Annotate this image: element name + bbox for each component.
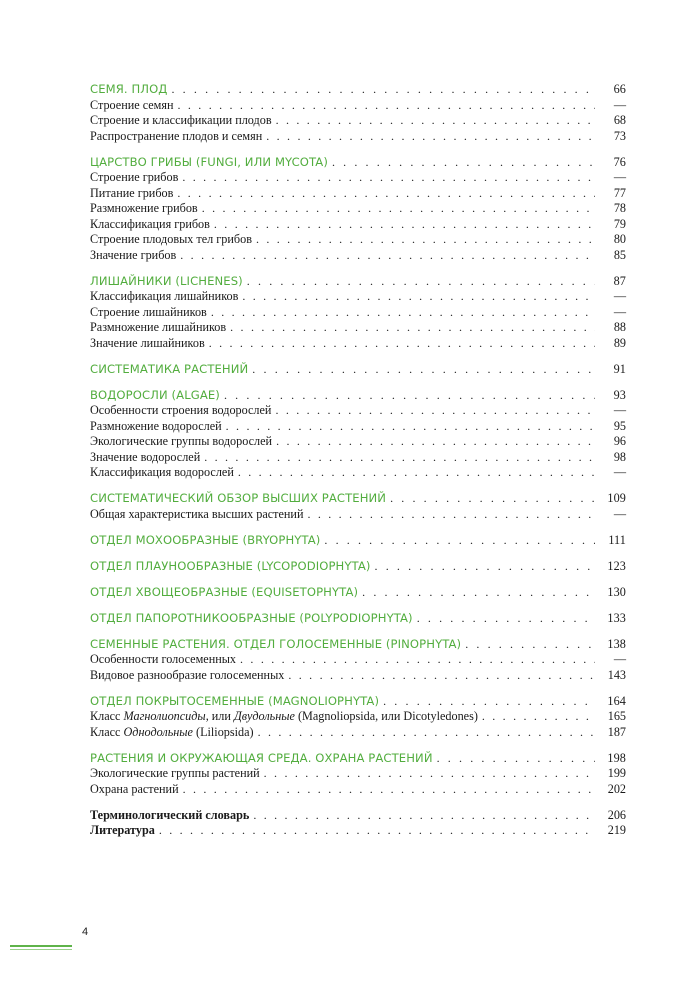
- toc-page-number: 79: [613, 216, 626, 231]
- toc-page-number: 138: [607, 636, 626, 651]
- toc-section-entry[interactable]: [90, 274, 626, 290]
- dot-leader: [209, 336, 595, 352]
- toc-entry[interactable]: [90, 465, 626, 481]
- dot-leader: [177, 186, 595, 202]
- dot-leader: [253, 808, 595, 824]
- toc-entry[interactable]: [90, 419, 626, 435]
- toc-page-number: —: [613, 170, 626, 184]
- dot-leader: [252, 362, 595, 378]
- toc-page-number: 77: [613, 185, 626, 200]
- toc-entry[interactable]: [90, 186, 626, 202]
- toc-entry[interactable]: [90, 450, 626, 466]
- toc-section-entry[interactable]: [90, 637, 626, 653]
- toc-entry[interactable]: [90, 652, 626, 668]
- toc-page-number: 88: [613, 320, 626, 334]
- toc-entry-title: Строение лишайников: [90, 304, 207, 319]
- toc-entry-title: Особенности строения водорослей: [90, 403, 272, 417]
- dot-leader: [390, 491, 595, 507]
- toc-entry[interactable]: [90, 782, 626, 798]
- toc-section-entry[interactable]: [90, 559, 626, 575]
- toc-page-number: 78: [613, 201, 626, 215]
- dot-leader: [266, 129, 595, 145]
- toc-page-number: 87: [613, 273, 626, 288]
- dot-leader: [204, 450, 595, 466]
- toc-entry[interactable]: [90, 507, 626, 523]
- toc-page-number: 198: [607, 750, 626, 765]
- toc-entry-title: Строение плодовых тел грибов: [90, 232, 252, 246]
- dot-leader: [183, 782, 595, 798]
- toc-entry[interactable]: [90, 305, 626, 321]
- toc-entry-title: Классификация грибов: [90, 216, 210, 231]
- toc-entry-title: Классификация лишайников: [90, 289, 239, 303]
- toc-page-number: 80: [613, 232, 626, 246]
- dot-leader: [437, 751, 595, 767]
- toc-section-entry[interactable]: [90, 694, 626, 710]
- toc-entry-title: ЛИШАЙНИКИ (LICHENES): [90, 273, 243, 288]
- toc-page-number: 68: [613, 113, 626, 127]
- toc-entry[interactable]: [90, 725, 626, 741]
- toc-entry[interactable]: [90, 766, 626, 782]
- toc-entry[interactable]: [90, 709, 626, 725]
- toc-page-number: 95: [613, 418, 626, 433]
- toc-entry-title: ОТДЕЛ ХВОЩЕОБРАЗНЫЕ (EQUISETOPHYTA): [90, 584, 359, 599]
- toc-entry-title: Особенности голосеменных: [90, 652, 237, 666]
- dot-leader: [214, 217, 595, 233]
- toc-entry-title: Значение водорослей: [90, 449, 201, 464]
- dot-leader: [375, 559, 596, 575]
- toc-entry-title: СИСТЕМАТИКА РАСТЕНИЙ: [90, 361, 249, 376]
- toc-entry-title: СЕМЕННЫЕ РАСТЕНИЯ. ОТДЕЛ ГОЛОСЕМЕННЫЕ (PINOPHYTA): [90, 636, 462, 651]
- dot-leader: [211, 305, 595, 321]
- toc-entry[interactable]: [90, 113, 626, 129]
- dot-leader: [307, 507, 595, 523]
- dot-leader: [482, 709, 595, 725]
- toc-entry-title: ОТДЕЛ ПЛАУНООБРАЗНЫЕ (LYCOPODIOPHYTA): [90, 558, 371, 573]
- toc-entry[interactable]: [90, 170, 626, 186]
- toc-page-number: 73: [613, 128, 626, 143]
- toc-page-number: 133: [607, 610, 626, 625]
- toc-entry-title: Класс Однодольные (Liliopsida): [90, 724, 254, 739]
- toc-section-entry[interactable]: [90, 533, 626, 549]
- toc-entry-title: СЕМЯ. ПЛОД: [90, 82, 168, 96]
- toc-entry-title: СИСТЕМАТИЧЕСКИЙ ОБЗОР ВЫСШИХ РАСТЕНИЙ: [90, 491, 387, 505]
- toc-section-entry[interactable]: [90, 611, 626, 627]
- toc-entry[interactable]: [90, 289, 626, 305]
- dot-leader: [288, 668, 595, 684]
- dot-leader: [417, 611, 595, 627]
- dot-leader: [276, 113, 595, 129]
- toc-page-number: 164: [607, 693, 626, 708]
- toc-entry[interactable]: [90, 232, 626, 248]
- toc-entry[interactable]: [90, 129, 626, 145]
- toc-page-number: 206: [607, 807, 626, 822]
- toc-page-number: 76: [613, 154, 626, 169]
- toc-entry-title: Размножение водорослей: [90, 418, 222, 433]
- toc-page-number: 109: [607, 491, 626, 505]
- toc-entry[interactable]: [90, 336, 626, 352]
- toc-page-number: 98: [613, 449, 626, 464]
- toc-entry-title: Строение и классификации плодов: [90, 113, 272, 127]
- toc-entry-title: Охрана растений: [90, 781, 179, 796]
- toc-page-number: —: [613, 304, 626, 319]
- toc-page-number: 130: [607, 584, 626, 599]
- toc-section-entry[interactable]: [90, 585, 626, 601]
- toc-entry[interactable]: [90, 201, 626, 217]
- toc-entry-title: Размножение грибов: [90, 201, 198, 215]
- dot-leader: [247, 274, 595, 290]
- toc-entry-title: РАСТЕНИЯ И ОКРУЖАЮЩАЯ СРЕДА. ОХРАНА РАСТЕНИЙ: [90, 750, 433, 765]
- toc-page-number: —: [613, 506, 626, 521]
- dot-leader: [202, 201, 595, 217]
- toc-page-number: 123: [607, 558, 626, 573]
- toc-entry-title: Значение лишайников: [90, 335, 205, 350]
- dot-leader: [182, 170, 595, 186]
- toc-entry[interactable]: [90, 808, 626, 824]
- toc-section-entry[interactable]: [90, 491, 626, 507]
- toc-entry[interactable]: [90, 248, 626, 264]
- toc-page-number: 96: [613, 434, 626, 448]
- page-number: 4: [82, 926, 89, 938]
- toc-page-number: 89: [613, 335, 626, 350]
- toc-entry-title: Значение грибов: [90, 247, 177, 262]
- toc-page-number: 219: [607, 823, 626, 837]
- toc-page-number: 187: [607, 724, 626, 739]
- dot-leader: [383, 694, 595, 710]
- toc-entry[interactable]: [90, 98, 626, 114]
- dot-leader: [226, 419, 595, 435]
- toc-entry-title: ОТДЕЛ ПАПОРОТНИКООБРАЗНЫЕ (POLYPODIOPHYTA): [90, 610, 413, 625]
- toc-entry[interactable]: [90, 823, 626, 839]
- dot-leader: [332, 155, 595, 171]
- toc-entry-title: ОТДЕЛ ПОКРЫТОСЕМЕННЫЕ (MAGNOLIOPHYTA): [90, 693, 380, 708]
- toc-entry-title: ВОДОРОСЛИ (ALGAE): [90, 387, 220, 402]
- toc-page-number: 202: [607, 781, 626, 796]
- toc-entry-title: Класс Магнолиопсиды, или Двудольные (Magnoliopsida, или Dicotyledones): [90, 709, 478, 723]
- toc-page-number: 165: [607, 709, 626, 723]
- toc-page-number: 93: [613, 387, 626, 402]
- toc-entry[interactable]: [90, 217, 626, 233]
- footer-rule-thin: [10, 949, 72, 950]
- dot-leader: [276, 434, 595, 450]
- toc-entry[interactable]: [90, 403, 626, 419]
- toc-entry-title: Экологические группы растений: [90, 766, 260, 780]
- toc-entry-title: ОТДЕЛ МОХООБРАЗНЫЕ (BRYOPHYTA): [90, 532, 321, 547]
- toc-entry[interactable]: [90, 434, 626, 450]
- dot-leader: [275, 403, 595, 419]
- toc-page-number: —: [613, 97, 626, 112]
- toc-section-entry[interactable]: [90, 82, 626, 98]
- toc-page-number: 66: [613, 82, 626, 96]
- toc-entry-title: Видовое разнообразие голосеменных: [90, 667, 285, 682]
- toc-page-number: —: [613, 652, 626, 666]
- toc-page-number: 199: [607, 766, 626, 780]
- toc-section-entry[interactable]: [90, 751, 626, 767]
- dot-leader: [230, 320, 595, 336]
- dot-leader: [465, 637, 595, 653]
- toc-entry-title: ЦАРСТВО ГРИБЫ (FUNGI, ИЛИ MYCOTA): [90, 154, 328, 169]
- dot-leader: [258, 725, 595, 741]
- toc-page-number: —: [613, 403, 626, 417]
- toc-section-entry[interactable]: [90, 155, 626, 171]
- dot-leader: [171, 82, 595, 98]
- dot-leader: [240, 652, 595, 668]
- dot-leader: [264, 766, 595, 782]
- toc-page-number: —: [613, 289, 626, 303]
- toc-page-number: 85: [613, 247, 626, 262]
- toc-entry[interactable]: [90, 320, 626, 336]
- toc-entry-title: Строение грибов: [90, 170, 179, 184]
- dot-leader: [324, 533, 595, 549]
- toc-entry-title: Экологические группы водорослей: [90, 434, 273, 448]
- toc-page-number: —: [613, 465, 626, 479]
- toc-entry-title: Размножение лишайников: [90, 320, 227, 334]
- dot-leader: [242, 289, 595, 305]
- toc-entry-title: Строение семян: [90, 97, 174, 112]
- toc-section-entry[interactable]: [90, 388, 626, 404]
- dot-leader: [178, 98, 596, 114]
- toc-entry[interactable]: [90, 668, 626, 684]
- dot-leader: [159, 823, 595, 839]
- toc-page-number: 91: [613, 361, 626, 376]
- toc-entry-title: Питание грибов: [90, 185, 174, 200]
- footer-rule: [10, 945, 72, 947]
- table-of-contents: [90, 82, 626, 839]
- toc-entry-title: Общая характеристика высших растений: [90, 506, 304, 521]
- toc-page-number: 143: [607, 667, 626, 682]
- toc-section-entry[interactable]: [90, 362, 626, 378]
- dot-leader: [180, 248, 595, 264]
- toc-entry-title: Литература: [90, 823, 155, 837]
- dot-leader: [224, 388, 595, 404]
- dot-leader: [362, 585, 595, 601]
- toc-entry-title: Распространение плодов и семян: [90, 128, 263, 143]
- toc-entry-title: Терминологический словарь: [90, 807, 250, 822]
- dot-leader: [238, 465, 595, 481]
- toc-page-number: 111: [608, 532, 626, 547]
- dot-leader: [256, 232, 595, 248]
- toc-entry-title: Классификация водорослей: [90, 465, 234, 479]
